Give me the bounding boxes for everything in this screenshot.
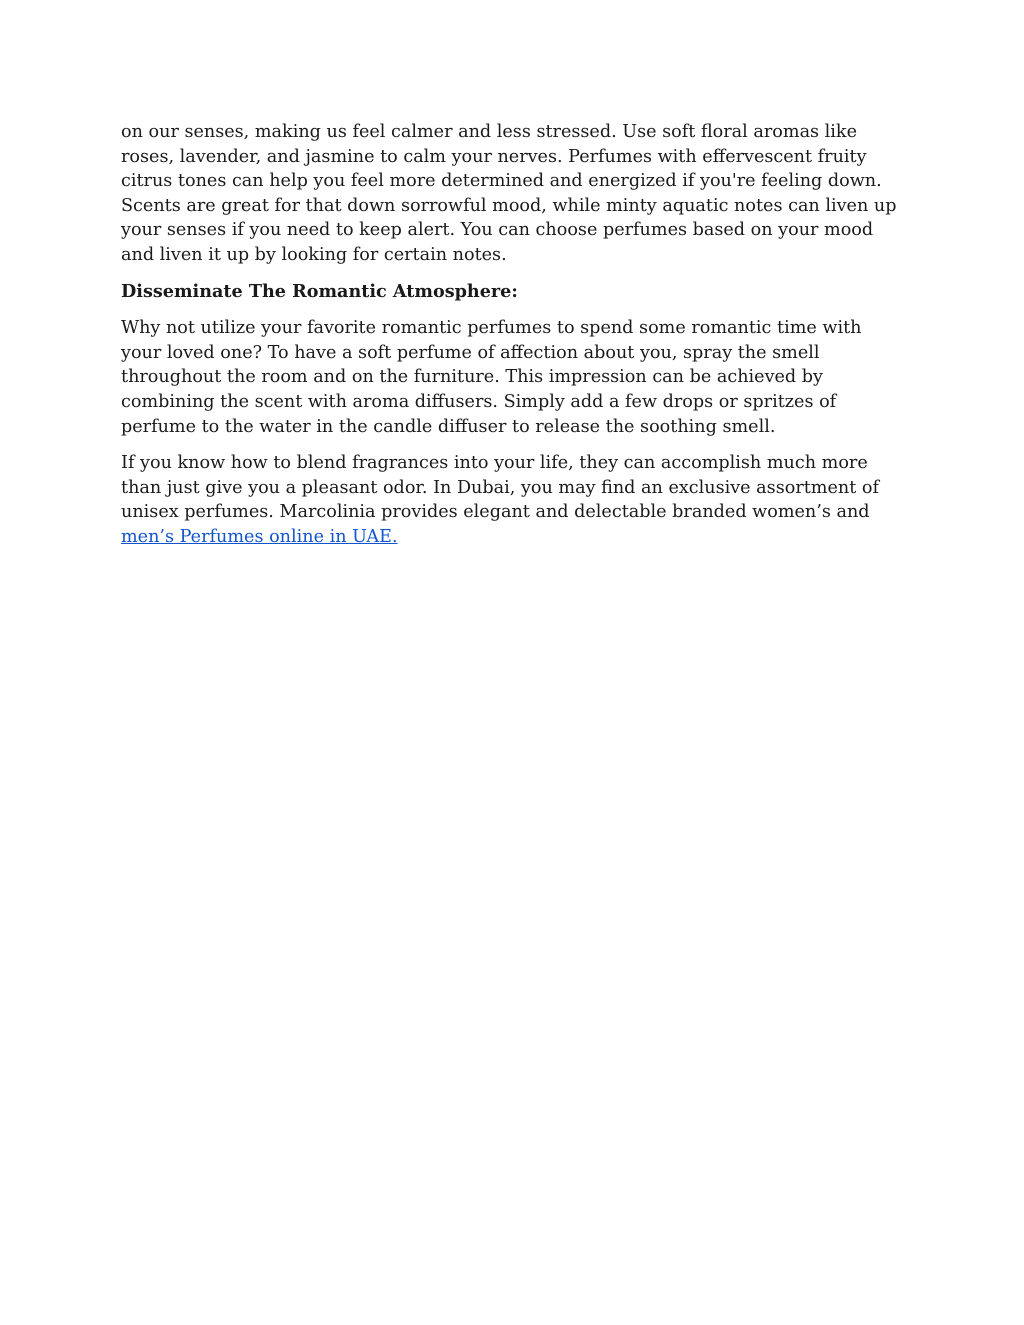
section-heading-romantic-atmosphere: Disseminate The Romantic Atmosphere: xyxy=(121,280,518,302)
paragraph-romantic-perfumes: Why not utilize your favorite romantic perfumes to spend some romantic time with your loved one? To have a soft perfume of affection about you, spray the smell throughout the room and on the furniture. This impression can be achieved by combining the scent with aroma diffusers. Simply add a few drops or spritzes of perfume to the water in the candle diffuser to release the soothing smell. xyxy=(121,318,862,437)
paragraph-blend-fragrances xyxy=(121,451,907,549)
document-body xyxy=(121,120,907,562)
paragraph-blend-fragrances-text: If you know how to blend fragrances into your life, they can accomplish much more than just give you a pleasant odor. In Dubai, you may find an exclusive assortment of unisex perfumes. Marcolinia provides elegant and delectable branded women’s and xyxy=(121,453,879,523)
mens-perfumes-link[interactable]: men’s Perfumes online in UAE. xyxy=(121,526,398,547)
paragraph-senses: on our senses, making us feel calmer and less stressed. Use soft floral aromas like roses, lavender, and jasmine to calm your nerves. Perfumes with effervescent fruity citrus tones can help you feel more determined and energized if you're feeling down. Scents are great for that down sorrowful mood, while minty aquatic notes can liven up your senses if you need to keep alert. You can choose perfumes based on your mood and liven it up by looking for certain notes. xyxy=(121,122,897,265)
